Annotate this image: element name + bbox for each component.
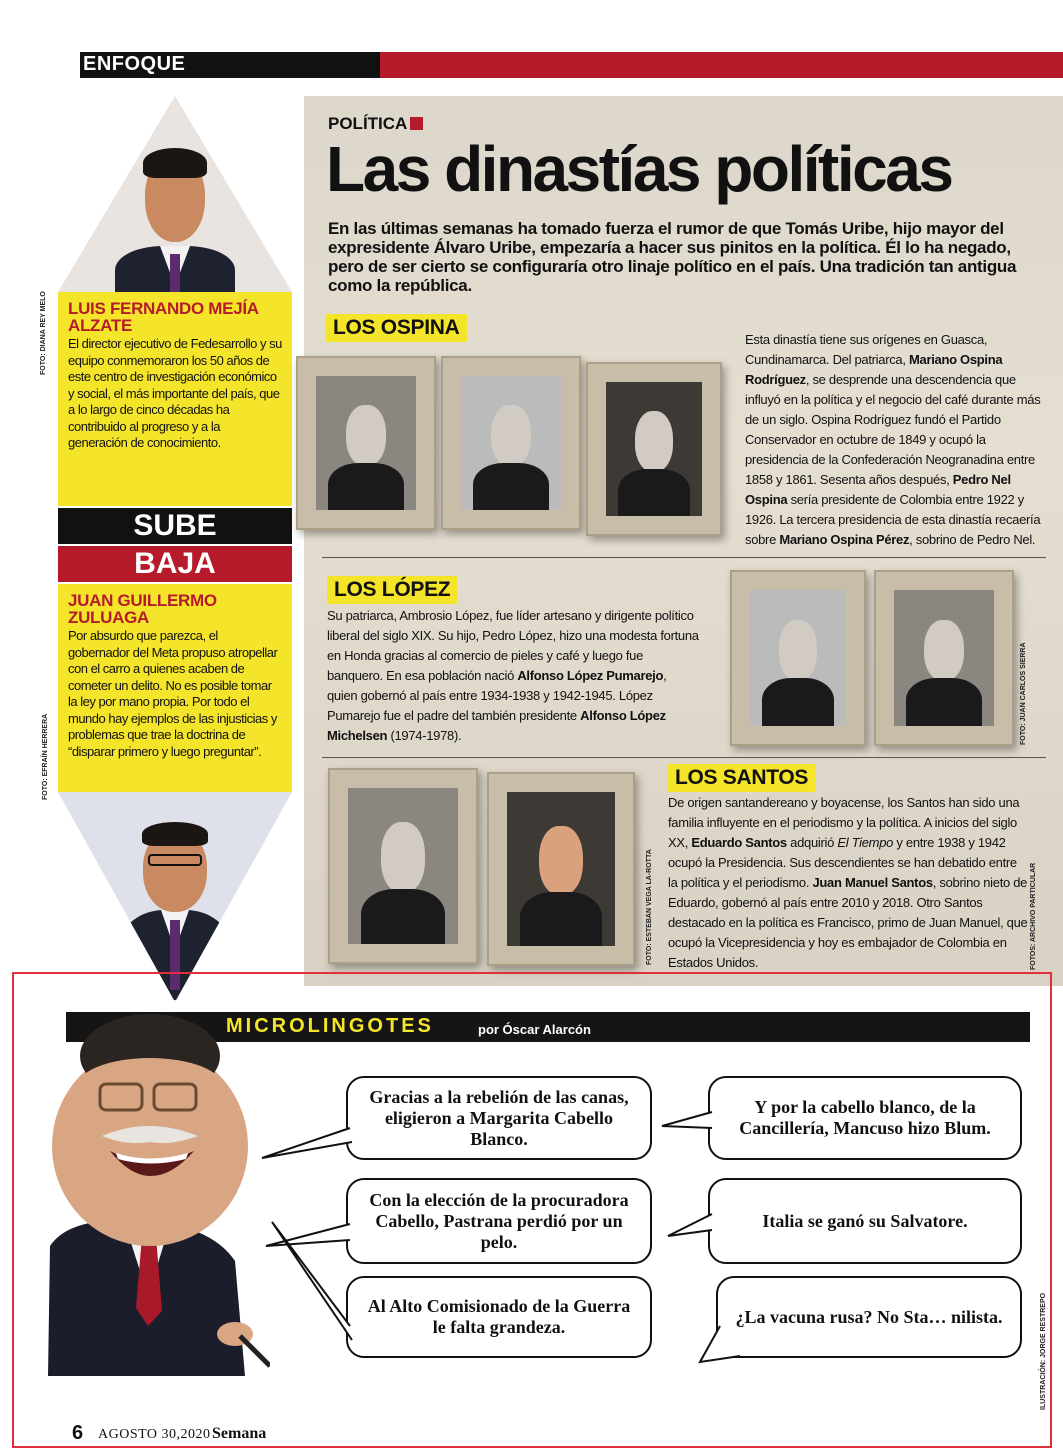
- quip-bubble: Gracias a la rebelión de las canas, eligieron a Margarita Cabello Blanco.: [346, 1076, 652, 1160]
- photo-credit: ILUSTRACIÓN: JORGE RESTREPO: [1040, 1292, 1047, 1410]
- santos-tag: LOS SANTOS: [668, 764, 815, 792]
- issue-date: AGOSTO 30,2020: [98, 1427, 211, 1442]
- santos-text: De origen santandereano y boyacense, los Santos han sido una familia influyente en el periodismo y la política. A inicios del siglo XX, Eduardo Santos adquirió El Tiempo y entre 1938 y 1942 ocupó la Presidencia. Sus descendientes se han debatido entre la política y el periodismo. Juan Manuel Santos, sobrino nieto de Eduardo, gobernó al país entre 2010 y 2018. Otro Santos destacado en la política es Francisco, primo de Juan Manuel, que ocupó la Vicepresidencia y hoy es embajador de Colombia en Estados Unidos.: [668, 795, 1028, 970]
- sube-label: SUBE: [58, 508, 292, 544]
- quip-bubble: Italia se ganó su Salvatore.: [708, 1178, 1022, 1264]
- photo-credit: FOTO: DIANA REY MELO: [40, 291, 47, 375]
- baja-label: BAJA: [58, 546, 292, 582]
- article-kicker: POLÍTICA: [328, 114, 423, 134]
- photo-credit: FOTO: ESTEBAN VEGA LA-ROTTA: [646, 849, 653, 965]
- lopez-tag: LOS LÓPEZ: [327, 576, 457, 604]
- article-lead: En las últimas semanas ha tomado fuerza el rumor de que Tomás Uribe, hijo mayor del expresidente Álvaro Uribe, empezaría a hacer sus pinitos en la política. Él lo ha negado, pero de ser cierto se configuraría otro linaje político en el país. Una tradición tan antigua como la república.: [328, 219, 1017, 295]
- sube-text: El director ejecutivo de Fedesarrollo y su equipo conmemoraron los 50 años de este centro de investigación económico y social, el más importante del país, que a lo largo de cinco décadas ha contribuido al progreso y a la generación de conocimiento.: [68, 336, 282, 450]
- photo-credit: FOTOS: ARCHIVO PARTICULAR: [1030, 862, 1037, 970]
- publication-name: Semana: [212, 1425, 267, 1442]
- ospina-tag: LOS OSPINA: [326, 314, 467, 342]
- quip-bubble: Al Alto Comisionado de la Guerra le falta grandeza.: [346, 1276, 652, 1358]
- baja-text: Por absurdo que parezca, el gobernador del Meta propuso atropellar con el carro a quienes acaben de cometer un delito. No es posible tomar la ley por mano propia. Por todo el mundo hay ejemplos de las injusticias y problemas que trae la doctrina de “disparar primero y luego preguntar”.: [68, 628, 278, 759]
- sube-name: LUIS FERNANDO MEJÍA ALZATE: [68, 299, 259, 335]
- lopez-text: Su patriarca, Ambrosio López, fue líder artesano y dirigente político liberal del siglo XIX. Su hijo, Pedro López, hizo una modesta fortuna en Honda gracias al comercio de pieles y café y luego fue banquero. En esa población nació Alfonso López Pumarejo, quien gobernó al país entre 1934-1938 y 1942-1945. López Pumarejo fue el padre del también presidente Alfonso López Michelsen (1974-1978).: [327, 608, 699, 743]
- quip-bubble: ¿La vacuna rusa? No Sta… nilista.: [716, 1276, 1022, 1358]
- photo-credit: FOTO: EFRAÍN HERRERA: [42, 713, 49, 800]
- ospina-text: Esta dinastía tiene sus orígenes en Guasca, Cundinamarca. Del patriarca, Mariano Ospina Rodríguez, se desprende una descendencia que influyó en la política y el negocio del café durante más de un siglo. Ospina Rodríguez fundó el Partido Conservador en octubre de 1849 y ocupó la presidencia de la Confederación Neogranadina entre 1858 y 1861. Sesenta años después, Pedro Nel Ospina sería presidente de Colombia entre 1922 y 1926. La tercera presidencia de esta dinastía recaería sobre Mariano Ospina Pérez, sobrino de Pedro Nel.: [745, 332, 1041, 547]
- microlingotes-title: MICROLINGOTES: [226, 1015, 434, 1037]
- quip-bubble: Con la elección de la procuradora Cabello, Pastrana perdió por un pelo.: [346, 1178, 652, 1264]
- section-label: ENFOQUE: [83, 53, 186, 75]
- quip-bubble: Y por la cabello blanco, de la Cancillería, Mancuso hizo Blum.: [708, 1076, 1022, 1160]
- microlingotes-byline: por Óscar Alarcón: [478, 1022, 591, 1037]
- page-number: 6: [72, 1422, 84, 1444]
- article-title: Las dinastías políticas: [326, 133, 952, 205]
- baja-name: JUAN GUILLERMO ZULUAGA: [68, 591, 217, 627]
- photo-credit: FOTO: JUAN CARLOS SIERRA: [1020, 642, 1027, 745]
